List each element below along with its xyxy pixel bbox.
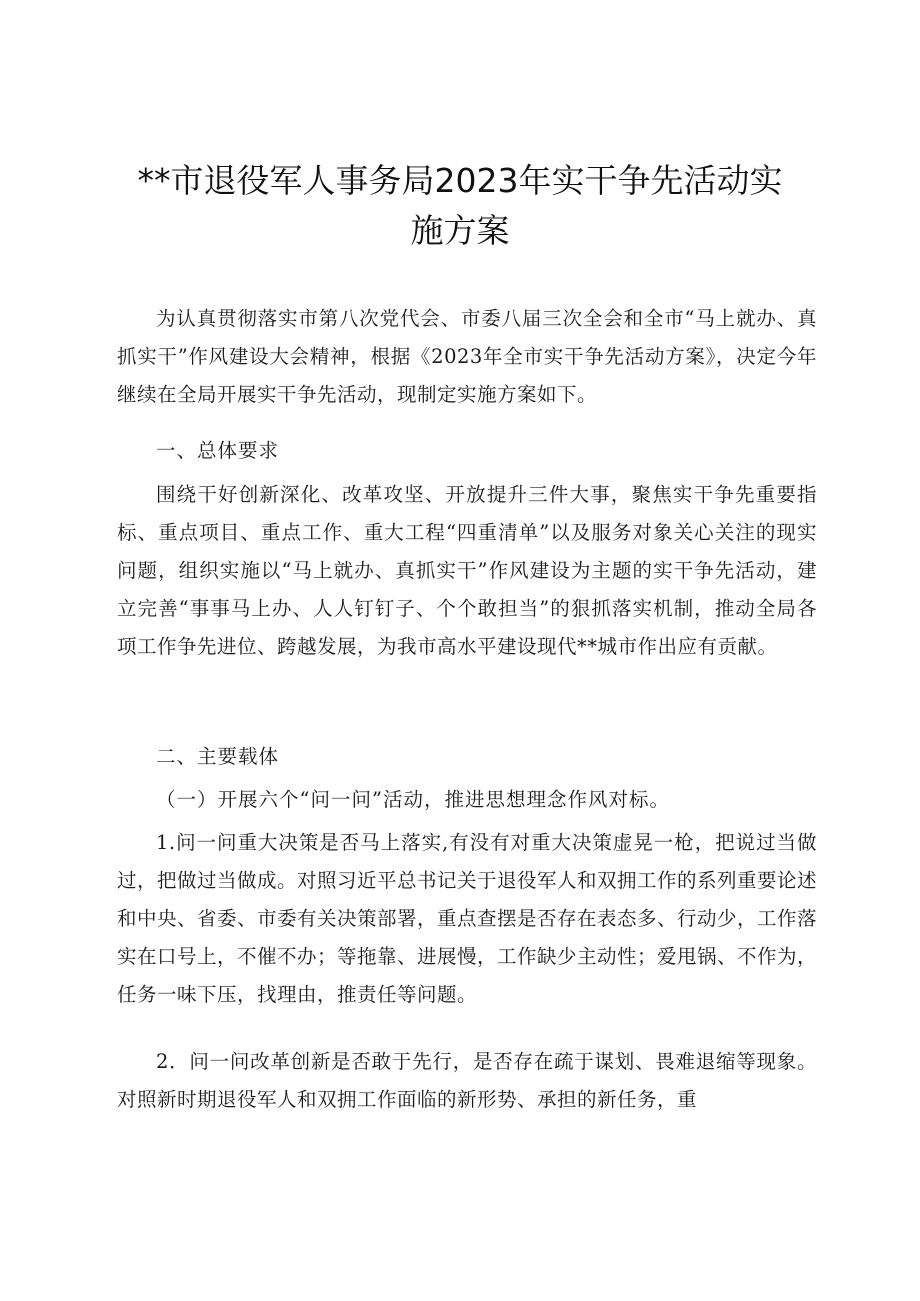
- subsection-1-heading: （一）开展六个“问一问”活动，推进思想理念作风对标。: [156, 788, 670, 811]
- item-2-paragraph: 2．问一问改革创新是否敢于先行，是否存在疏于谋划、畏难退缩等现象。对照新时期退役军人和双拥工作面临的新形势、承担的新任务，重: [117, 1050, 817, 1111]
- intro-paragraph: 为认真贯彻落实市第八次党代会、市委八届三次全会和全市“马上就办、真抓实干”作风建设大会精神，根据《2023年全市实干争先活动方案》，决定今年继续在全局开展实干争先活动，现制定实施方案如下。: [117, 307, 817, 406]
- section-2-heading: 二、主要载体: [156, 745, 280, 768]
- document-title-line-1: **市退役军人事务局2023年实干争先活动实: [137, 161, 783, 200]
- item-1-paragraph: 1.问一问重大决策是否马上落实,有没有对重大决策虚晃一枪，把说过当做过，把做过当做成。对照习近平总书记关于退役军人和双拥工作的系列重要论述和中央、省委、市委有关决策部署，重点查摆是否存在表态多、行动少，工作落实在口号上，不催不办；等拖靠、进展慢，工作缺少主动性；爱甩锅、不作为，任务一味下压，找理由，推责任等问题。: [117, 831, 818, 1006]
- section-1-heading: 一、总体要求: [156, 439, 280, 462]
- section-1-body: 围绕干好创新深化、改革攻坚、开放提升三件大事，聚焦实干争先重要指标、重点项目、重点工作、重大工程“四重清单”以及服务对象关心关注的现实问题，组织实施以“马上就办、真抓实干”作风建设为主题的实干争先活动，建立完善“事事马上办、人人钉钉子、个个敢担当”的狠抓落实机制，推动全局各项工作争先进位、跨越发展，为我市高水平建设现代**城市作出应有贡献。: [117, 483, 817, 658]
- document-title-line-2: 施方案: [410, 211, 510, 250]
